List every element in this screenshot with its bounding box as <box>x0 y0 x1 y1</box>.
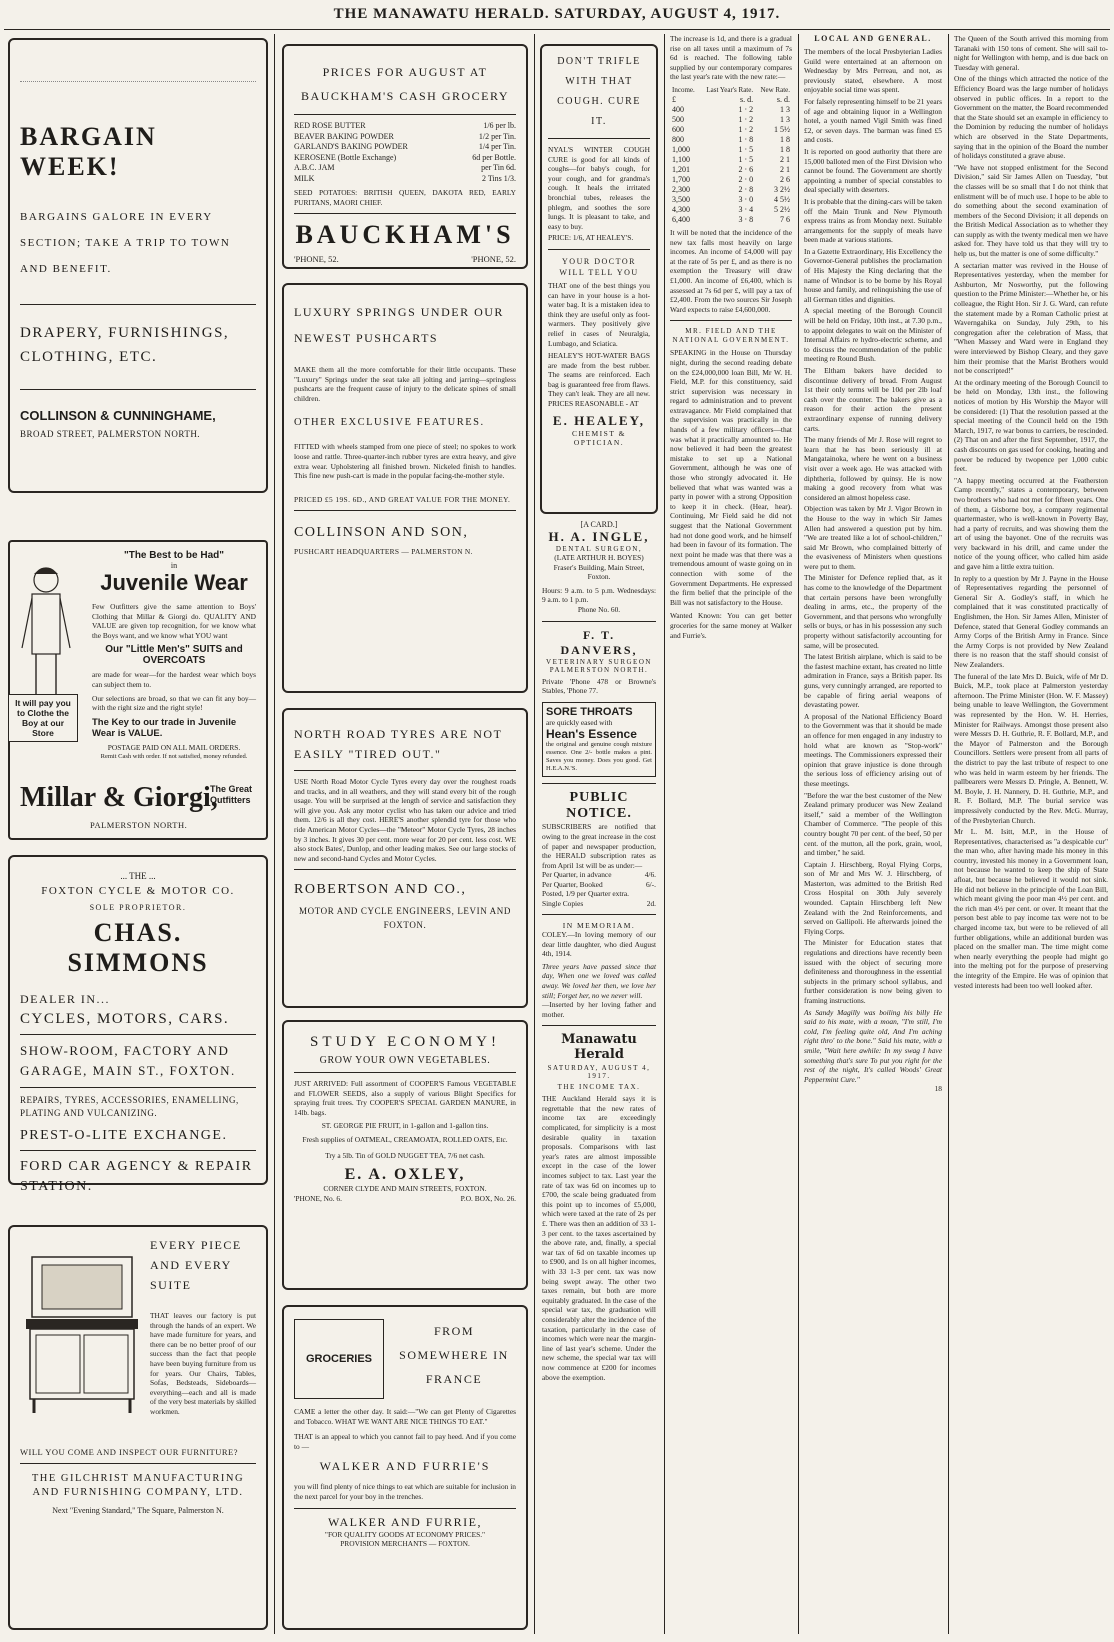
local-item: The Minister for Education states that regulations and directions have recently been issued with the object of securing more definiteness and thoroughness in the essential subjects in the primary school syllabus, and further consideration is now being given to framing instructions. <box>804 938 942 1005</box>
table-cell: 2,300 <box>672 184 690 194</box>
table-cell: 4 5½ <box>774 194 790 204</box>
column-four <box>670 34 792 640</box>
local-item: In a Gazette Extraordinary, His Excellency the Governor-General publishes the proclamation of His Majesty the King declaring that the name of Windsor is to be borne by his Royal house and family, and relinquishing the use of all German titles and dignities. <box>804 246 942 304</box>
card-label: [A CARD.] <box>580 520 618 529</box>
table-cell: 1 · 2 <box>738 114 754 124</box>
card-town: PALMERSTON NORTH. <box>549 665 649 674</box>
local-item: A proposal of the National Efficiency Board to the Government was that it should be made an offence for men engaged in any industry to hold what are known as "Stop-work" meetings. The Commissioners expressed their opinion that grave injustice is done through the serious loss of efficiency arising out of these meetings. <box>804 711 942 788</box>
news-item: The Queen of the South arrived this morning from Taranaki with 150 tons of cement. She will sail to-night for Wellington with hemp, and is due back on Tuesday with general. <box>954 34 1108 72</box>
table-cell: 3,500 <box>672 194 690 204</box>
ad-juvenile-wear <box>8 540 268 840</box>
ad-pre: ... THE ... <box>120 871 156 881</box>
local-item: "Before the war the best customer of the New Zealand primary producer was New Zealand itself," said a member of the Wellington Chamber of Commerce. "The people of this country bought 70 per cent. of the beef, 50 per cent. of the mutton, all the pork, grain, wool, and timber," he said. <box>804 790 942 858</box>
table-cell: 2 6 <box>780 174 790 184</box>
table-cell: 1 · 5 <box>738 154 754 164</box>
ad-body: BARGAINS GALORE IN EVERY SECTION; TAKE A TRIP TO TOWN AND BENEFIT. <box>20 211 231 275</box>
ad-goods: DRAPERY, FURNISHINGS, CLOTHING, ETC. <box>20 325 230 365</box>
ad-firm: ROBERTSON AND CO., <box>294 882 467 898</box>
ad-address: Next "Evening Standard," The Square, Palmerston N. <box>52 1505 224 1515</box>
editorial-head: THE INCOME TAX. <box>557 1083 641 1092</box>
table-cell: 2 1 <box>780 154 790 164</box>
ad-name: FOXTON CYCLE & MOTOR CO. <box>41 885 235 897</box>
memoriam-sign: —Inserted by her loving father and mother. <box>542 1000 656 1019</box>
ad-doctor: YOUR DOCTOR WILL TELL YOU <box>559 256 639 277</box>
local-item: It is probable that the dining-cars will be taken off the Main Trunk and New Plymouth express trains as from Monday next. Suitable arrangements for the supply of meals have been made at various stations. <box>804 196 942 245</box>
ad-title: BARGAIN WEEK! <box>20 122 157 181</box>
editorial-body2: The increase is 1d, and there is a gradual rise on all taxes until a maximum of 7s 6d is reached. The following table supplied by our contemporary compares the last year's rate with the new rate:— <box>670 34 792 82</box>
wanted-known: Wanted Known: You can get better groceries for the same money at Walker and Furrie's. <box>670 611 792 640</box>
ad-bargain-week <box>8 38 268 493</box>
table-cell: 4,300 <box>672 204 690 214</box>
local-item: The latest British airplane, which is said to be the fastest machine extant, has created no little admiration in France, says a British paper. Its guns, very cunningly arranged, are reported to be capable of firing aerial weapons of devastating power. <box>804 652 942 710</box>
field-head: MR. FIELD AND THE NATIONAL GOVERNMENT. <box>672 327 790 345</box>
local-item: The Minister for Defence replied that, as it has come to the knowledge of the Department that certain persons have been wrongfully dealing in arms, etc., the property of the Government, and that persons who wrongfully sells or buys, or has in his possession any such property without satisfactorily accounting for same, will be prosecuted. <box>804 573 942 650</box>
ad-in: in <box>170 561 178 570</box>
ad-tea: Try a 5lb. Tin of GOLD NUGGET TEA, 7/6 net cash. <box>325 1150 485 1160</box>
ad-body3: you will find plenty of nice things to eat which are suitable for inclusion in the next parcel for your boy in the trenches. <box>294 1482 516 1501</box>
price-item-price: 1/4 per Tin. <box>478 142 516 151</box>
ad-healey-cough <box>540 44 658 514</box>
table-cell: 5 2½ <box>774 204 790 214</box>
news-item: "We have not stopped enlistment for the Second Division," said Sir James Allen on Tuesday, "but the classes will be so small that I do not think that enlistment will be of much use. I hope to be able to do something about the second examination of members of the Second Division; it all depends on the British Medical Association as to whether they can supply as with the twenty medical men we have asked for. They have told us that they will try to help us, but the matter is one of some difficulty." <box>954 162 1108 259</box>
ad-body: MAKE them all the more comfortable for their little occupants. These "Luxury" Springs under the seat take all jolting and jarring—springless pushcarts are the frequent cause of injury to the delicate spines of small children. <box>294 365 516 403</box>
card-title: VETERINARY SURGEON <box>546 657 652 666</box>
price-item-name: RED ROSE BUTTER <box>294 121 366 130</box>
table-cell: s. d. <box>740 94 754 104</box>
ad-sole: SOLE PROPRIETOR. <box>89 903 187 912</box>
ad-title: NORTH ROAD TYRES ARE NOT EASILY "TIRED OUT." <box>294 727 503 761</box>
ad-study-economy <box>282 1020 528 1290</box>
ad-firm: Millar & Giorgi, <box>20 782 218 813</box>
column-rule <box>534 34 535 1634</box>
price-item-price: 1/6 per lb. <box>483 121 516 130</box>
local-number: 18 <box>934 1084 942 1094</box>
table-cell: 3 · 4 <box>738 204 754 214</box>
local-item: Captain J. Hirschberg, Royal Flying Corps, son of Mr and Mrs W. J. Hirschberg, of Masterton, was admitted to the British Red Cross Hospital on 30th July severely wounded. Captain Hirschberg left New Zealand with the 2nd Reinforcements, and served on Gallipoli. He afterwards joined the Flying Corps. <box>804 859 942 936</box>
ad-price: PRICED £5 19S. 6D., AND GREAT VALUE FOR THE MONEY. <box>294 494 511 504</box>
ad-firm: COLLINSON & CUNNINGHAME, <box>20 408 216 423</box>
ad-town: PALMERSTON NORTH. <box>90 820 188 830</box>
table-cell: s. d. <box>776 94 790 104</box>
ad-body2: THAT one of the best things you can have in your house is a hot-water bag. It is a mistaken idea to think they are useful only as foot-warmers. They positively give relief in cases of Neuralgia, Lumbago, and Sciatica. <box>548 280 650 348</box>
price-item-name: GARLAND'S BAKING POWDER <box>294 142 408 151</box>
ad-remit: Remit Cash with order. If not satisfied, money refunded. <box>100 753 248 761</box>
ad-features: OTHER EXCLUSIVE FEATURES. <box>294 417 485 429</box>
ad-body2: FITTED with wheels stamped from one piece of steel; no spokes to work loose and rattle. Three-quarter-inch rubber tyres are extra heavy, and give extra wear. Upholstering all finished brown. Nickeled finish to handles. This fine new push-cart is made in the popular facing-the-mother style. <box>294 442 516 481</box>
table-cell: 1,000 <box>672 144 690 154</box>
ad-hean-essence <box>542 702 656 778</box>
table-cell: 1,201 <box>672 164 690 174</box>
ad-name: Hean's Essence <box>546 727 637 742</box>
ad-invite: WILL YOU COME AND INSPECT OUR FURNITURE? <box>20 1446 239 1457</box>
price-item-name: KEROSENE (Bottle Exchange) <box>294 152 397 162</box>
price-item-price: 6d per Bottle. <box>472 152 516 162</box>
table-cell: 1 8 <box>780 144 790 154</box>
table-cell: 3 2½ <box>774 184 790 194</box>
table-header-row <box>670 85 792 95</box>
ad-hq: PUSHCART HEADQUARTERS — PALMERSTON N. <box>294 547 473 557</box>
ad-sub: PROVISION MERCHANTS — FOXTON. <box>340 1539 470 1549</box>
ad-firm: THE GILCHRIST MANUFACTURING AND FURNISHING COMPANY, LTD. <box>31 1472 245 1498</box>
ad-owner: CHAS. SIMMONS <box>67 918 209 977</box>
ad-walker-furrie <box>282 1305 528 1630</box>
table-row <box>670 105 792 115</box>
ad-body3: HEALEY'S HOT-WATER BAGS are made from the best rubber. The seams are reinforced. Each bag is guaranteed free from flaws. They can't leak. They are all new. PRICES REASONABLE - AT <box>548 351 650 409</box>
card-title: DENTAL SURGEON, <box>555 545 643 553</box>
ad-body: JUST ARRIVED: Full assortment of COOPER'S Famous VEGETABLE and FLOWER SEEDS, also a supply of various Blight Specifics for spraying fruit trees. Try COOPER'S SPECIAL GARDEN MANURE, in 14lb. bags. <box>294 1079 516 1117</box>
ad-body: CAME a letter the other day. It said:—"We can get Plenty of Cigarettes and Tobacco. WHAT WE WANT ARE NICE THINGS TO EAT." <box>294 1407 516 1426</box>
price-item-price: per Tin 6d. <box>481 163 516 172</box>
news-item: In reply to a question by Mr J. Payne in the House of Representatives regarding the personnel of General Sir A. Godley's staff, in which he complained that it was constituted practically of Englishmen, the Hon. Sir James Allen, Minister of Defence, stated that General Godley commands an Army Corps of the British Army in France. Since the Army Corps is not provided by New Zealand there is no reason that the staff should consist of New Zealanders. <box>954 573 1108 669</box>
ad-firm2: WALKER AND FURRIE, <box>327 1514 482 1529</box>
table-cell: 1,100 <box>672 154 690 164</box>
ad-firm: BAUCKHAM'S <box>295 220 515 250</box>
ad-title: PRICES FOR AUGUST AT BAUCKHAM'S CASH GROCERY <box>300 65 510 103</box>
ad-firm: E. HEALEY, <box>552 412 646 428</box>
table-cell: 3 · 8 <box>738 214 754 224</box>
ad-title: LUXURY SPRINGS UNDER OUR NEWEST PUSHCARTS <box>294 305 504 345</box>
ad-tag: "The Best to be Had" <box>123 550 225 561</box>
ad-sub: are quickly eased with <box>546 717 613 727</box>
ad-logo: GROCERIES <box>294 1319 384 1399</box>
table-cell: 7 6 <box>780 214 790 224</box>
table-cell: 3 · 0 <box>738 194 754 204</box>
table-row <box>670 185 792 195</box>
table-cell: 1 3 <box>780 114 790 124</box>
card-hours: Hours: 9 a.m. to 5 p.m. Wednesdays: 9 a.m. to 1 p.m. <box>542 585 656 605</box>
ad-firm: WALKER AND FURRIE'S <box>319 1459 491 1474</box>
ad-bauckham-grocery <box>282 44 528 269</box>
column-six <box>954 34 1108 990</box>
rate-label: Per Quarter, in advance <box>542 870 612 880</box>
rate-price: 2d. <box>646 898 656 908</box>
local-item: Objection was taken by Mr J. Vigor Brown in the House to the way in which Sir James Allen had answered a question put by him. "We are treated like a lot of school-children," said Mr Brown, who complained bitterly of the evasiveness of Ministers when questions were put to them. <box>804 504 942 571</box>
rate-row <box>542 899 656 908</box>
table-row <box>670 195 792 205</box>
price-row <box>294 142 516 153</box>
local-item: The many friends of Mr J. Rose will regret to learn that he has been seriously ill at Mangatainoka, where he went on a business visit over a week ago. He was attacked with diphtheria, followed by quinsy. He is now making a good recovery from what was considered an almost hopeless case. <box>804 435 942 502</box>
ad-sub: Our "Little Men's" SUITS and OVERCOATS <box>105 644 243 667</box>
ad-slogan: "FOR QUALITY GOODS AT ECONOMY PRICES." <box>324 1529 486 1539</box>
news-item: Mr L. M. Isitt, M.P., in the House of Representatives, characterised as "a despicable cur" the man who, after having made his money in this country, invested his money in a Government loan, not because he wanted to keep the ship of State afloat, but because he believed it would not sink. He did not believe in the principle of the Loan Bill, which meant giving the poor man 4½ per cent. and the rich man 4½ per cent. or over. It meant that the person best able to pay income tax were not to be charged income tax, but were to be relieved of all further obligations, while an additional burden was placed on the smaller man. The time might come when nearly everything the people had might go into the melting pot for the purpose of preserving the integrity of the Empire. He was of opinion that vested interests had been too well looked after. <box>954 827 1108 990</box>
table-cell: 500 <box>672 114 684 124</box>
price-item-price: 1/2 per Tin. <box>478 131 516 141</box>
memoriam-title: IN MEMORIAM. <box>562 920 636 930</box>
table-row <box>670 125 792 135</box>
ad-lines: CYCLES, MOTORS, CARS. <box>20 1011 230 1027</box>
editorial-body: THE Auckland Herald says it is regrettable that the new rates of income tax are exceedingly complicated, for simplicity is a most desirable quality in taxation proposals. Comparisons with last year's rates are almost impossible except in the case of the lower incomes subject to tax. Last year the rate of tax was 6d on incomes up to £700, the scale being graduated from this point up to incomes of £5,000, which were taxed at the rate of 2s per £. There was then an addition of 33 1-3 per cent. to the taxes ascertained by the above rate, and, finally, a special war tax of 6d on taxable incomes up to £900, and 1s on all higher incomes, with 33 1-3 per cent. tax was now being swept away. The other two taxes remain, but both are more equitably graduated. In the case of the special war tax, the graduation will considerably alter the incidence of the taxation, particularly in the case of incomes which were near the margin-line of last year's scheme. Under the new scheme, the special war tax will now commence at £200 for incomes above the exemption. <box>542 1094 656 1382</box>
editorial-date: SATURDAY, AUGUST 4, 1917. <box>547 1064 651 1081</box>
memoriam-verse: Three years have passed since that day, When one we loved was called away. We loved her then, we love her still; Forget her, no we never will. <box>542 961 656 1000</box>
table-cell: 2 · 6 <box>738 164 754 174</box>
local-item: A special meeting of the Borough Council will be held on Friday, 10th inst., at 7.30 p.m., to appoint delegates to wait on the Minister of Internal Affairs re hydro-electric scheme, and to discuss the recommendation of the public meeting re Round Bush. <box>804 306 942 364</box>
table-row <box>670 215 792 225</box>
table-cell: 1 3 <box>780 104 790 114</box>
column-three-cards <box>540 520 658 1382</box>
news-item: At the ordinary meeting of the Borough Council to be held on Monday, 13th inst., the following notices of motion by His Worship the Mayor will be considered: (1) That the resolution passed at the special meeting of the Council held on the 19th March, 1917, re war bonus to carriers, be rescinded. (2) That on and after the first September, 1917, the cash discounts on gas used for cooking, heating and power be reduced by twopence per 1,000 cubic feet. <box>954 377 1108 474</box>
ad-po: P.O. BOX, No. 26. <box>460 1193 516 1203</box>
ad-sub2: are made for wear—for the hardest wear which boys can subject them to. <box>92 670 256 689</box>
ad-body: NYAL'S WINTER COUGH CURE is good for all kinds of coughs—for baby's cough, for your cough, and for grandma's cough. It heals the irritated bronchial tubes, releases the phlegm, and soothes the sore lungs. It is pleasant to take, and easy to buy. <box>548 145 650 231</box>
table-cell: 2 · 8 <box>738 184 754 194</box>
ad-address: BROAD STREET, PALMERSTON NORTH. <box>20 429 201 439</box>
ad-north-road-tyres <box>282 708 528 1008</box>
ad-phone: 'PHONE, No. 6. <box>294 1193 342 1203</box>
price-row <box>294 132 516 143</box>
ad-ford: FORD CAR AGENCY & REPAIR STATION. <box>20 1159 253 1194</box>
local-verse: As Sandy Magilly was boiling his billy He said to his mate, with a moan, "I'm still, I'm cold, I'm feeling quite old, And I'm aching right thro' to the bone." Said his mate, with a smile, "Wait here awhile: In my swag I have something that's sure To put you right for the rest of the night, It's called Woods' Great Peppermint Cure." <box>804 1007 942 1084</box>
ad-sub: GROW YOUR OWN VEGETABLES. <box>319 1055 491 1066</box>
field-body: SPEAKING in the House on Thursday night, during the second reading debate on the £24,000,000 loan Bill, Mr W. H. Field, M.P. for this constituency, said strict supervision was necessary in regard to administration and to prevent extravagance. Mr Field complained that the supervision was practically in the hands of a few military officers—that was what it practically amounted to. He now believed it had been the greatest mistake to set up a National Government, although he was one of those who strongly advocated it. He believed that what was wanted was a party in power with a strong Opposition to keep it in check. (Hear, hear). Continuing, Mr Field said he did not suggest that the National Government had not done good work, and he himself had been in favour of its formation. The next point he made was that there was a tremendous amount of waste going on in connection with some of the Government Departments. He expressed the firm belief that the principle of the Bill was not satisfactory to the House. <box>670 348 792 607</box>
ad-body2: ST. GEORGE PIE FRUIT, in 1-gallon and 1-gallon tins. <box>321 1121 489 1131</box>
table-header-cell: New Rate. <box>760 85 790 94</box>
ad-dealer: DEALER IN... <box>20 992 110 1006</box>
table-cell: 1 5½ <box>774 124 790 134</box>
price-item-price: 2 Tins 1/3. <box>481 173 516 183</box>
ad-head: SORE THROATS <box>546 705 633 718</box>
notice-rates <box>542 870 656 908</box>
notice-title: PUBLIC NOTICE. <box>566 790 632 822</box>
ad-phone-left: 'PHONE, 52. <box>294 254 339 265</box>
ad-firm: E. A. OXLEY, <box>344 1166 466 1184</box>
price-row <box>294 163 516 174</box>
rate-label: Per Quarter, Booked <box>542 879 603 889</box>
paper-nameplate: Manawatu Herald <box>561 1032 637 1063</box>
table-row <box>670 95 792 105</box>
ad-body2: Our selections are broad, so that we can fit any boy—with the right size and the right style! <box>92 693 256 713</box>
ad-showroom: SHOW-ROOM, FACTORY AND GARAGE, MAIN ST., FOXTON. <box>20 1043 236 1078</box>
rate-price: 6/-. <box>645 879 656 889</box>
price-list <box>294 121 516 184</box>
table-row <box>670 205 792 215</box>
ad-repairs: REPAIRS, TYRES, ACCESSORIES, ENAMELLING, PLATING AND VULCANIZING. <box>20 1095 239 1118</box>
column-rule <box>948 34 949 1634</box>
table-cell: 400 <box>672 104 684 114</box>
table-cell: 2 · 0 <box>738 174 754 184</box>
ad-sub: MOTOR AND CYCLE ENGINEERS, LEVIN AND FOXTON. <box>299 906 511 931</box>
news-item: A sectarian matter was revived in the House of Representatives yesterday, when the member for Ashburton, Mr Nosworthy, put the following question to the Prime Minister:—Whether he, or his colleague, the Right Hon. Sir J. G. Ward, can refute the statement made by a Roman Catholic priest at Waverngahika on Sunday, July 29th, to his congregation after the celebration of Mass, that "When Massey and Ward were in England they were interviewed by Bishop Cleary, and they gave him their promise that the Marist Brothers would not be conscripted!" <box>954 260 1108 376</box>
ad-seed: SEED POTATOES: BRITISH QUEEN, DAKOTA RED, EARLY PURITANS, MAORI CHIEF. <box>294 188 516 207</box>
table-row <box>670 155 792 165</box>
table-cell: 1 · 2 <box>738 104 754 114</box>
ad-foxton-cycle <box>8 855 268 1194</box>
table-row <box>670 115 792 125</box>
price-row <box>294 174 516 185</box>
rate-row <box>542 889 656 898</box>
rate-row <box>542 880 656 889</box>
ad-luxury-springs <box>282 283 528 693</box>
card-phone: Phone No. 60. <box>577 604 621 614</box>
table-cell: 600 <box>672 124 684 134</box>
table-cell: £ <box>672 94 676 104</box>
table-row <box>670 135 792 145</box>
table-cell: 800 <box>672 134 684 144</box>
local-item: The members of the local Presbyterian Ladies Guild were entertained at an afternoon on Wednesday by Mrs Perreau, and not, as previously stated, elsewhere. A most enjoyable social time was spent. <box>804 47 942 95</box>
ad-body: the original and genuine cough mixture essence. One 2/- bottle makes a pint. Saves you money. Does you good. Get H.E.A.N.'S. <box>546 741 652 773</box>
table-cell: 2 1 <box>780 164 790 174</box>
table-cell: 1,700 <box>672 174 690 184</box>
table-row <box>670 165 792 175</box>
income-tax-table <box>670 85 792 225</box>
ad-sub: CHEMIST & OPTICIAN. <box>572 428 626 447</box>
column-rule <box>664 34 665 1634</box>
price-item-name: BEAVER BAKING POWDER <box>294 131 394 141</box>
ad-postage: POSTAGE PAID ON ALL MAIL ORDERS. <box>107 742 241 752</box>
table-cell: 1 · 2 <box>738 124 754 134</box>
table-cell: 1 · 5 <box>738 144 754 154</box>
notice-body: SUBSCRIBERS are notified that owing to the great increase in the cost of paper and newspaper production, the HERALD subscription rates as from April 1st will be as under:— <box>542 822 656 870</box>
sideboard-illustration <box>22 1247 142 1417</box>
column-five <box>804 34 942 1094</box>
price-item-name: MILK <box>294 173 315 183</box>
editorial-body3: It will be noted that the incidence of the new tax falls most heavily on large incomes. An income of £4,000 will pay at the rate of 5s per £, and as there is no exemption the Treasury will draw £1,000. An income of £6,400, which is assessed at 7s 6d per £, will pay a tax of £2,400. From the two sources Sir Joseph Ward expects to raise £4,600,000. <box>670 227 792 314</box>
column-rule <box>798 34 799 1634</box>
masthead: THE MANAWATU HERALD. SATURDAY, AUGUST 4, 1917. <box>333 6 781 22</box>
ad-address: CORNER CLYDE AND MAIN STREETS, FOXTON. <box>323 1184 487 1194</box>
masthead-rule <box>4 29 1110 30</box>
table-row <box>670 145 792 155</box>
ad-title: DON'T TRIFLE WITH THAT COUGH. CURE IT. <box>557 56 641 127</box>
ad-body3: Fresh supplies of OATMEAL, CREAMOATA, ROLLED OATS, Etc. <box>302 1134 508 1144</box>
ad-title: EVERY PIECE AND EVERY SUITE <box>150 1238 242 1292</box>
local-item: For falsely representing himself to be 21 years of age and obtaining liquor in a Wellington hotel, a youth named Vigil Smith was fined £2, or seven days. The barman was fined £5 and costs. <box>804 96 942 145</box>
ad-firm: COLLINSON AND SON, <box>294 525 469 541</box>
ad-body: USE North Road Motor Cycle Tyres every day over the roughest roads and tracks, and in all weathers, and they will stand every bit of the rough usage. You will be surprised at the length of service and satisfaction they will give you. Ask any motor cyclist who has taken our advice and tried them. 12/6 is all they cost. HERE'S another splendid tyre for those who ride American Motor Cycles—the "Meteor" Motor Cycle Tyres, 28 inches by 3 inches. It gives 30 per cent. more wear for 20 per cent. less cost. WE also stock Bates', Dunlop, and other leading makes. See our large stocks of new and second-hand Cycles and Motor Cycles. <box>294 777 516 863</box>
rate-row <box>542 870 656 879</box>
card-addr: Fraser's Building, Main Street, Foxton. <box>553 562 645 582</box>
ad-prest: PREST-O-LITE EXCHANGE. <box>20 1128 228 1143</box>
price-row <box>294 153 516 164</box>
ad-gilchrist-furniture <box>8 1225 268 1630</box>
ad-body2: THAT is an appeal to which you cannot fail to pay heed. And if you come to — <box>294 1432 516 1451</box>
memoriam-body: COLEY.—In loving memory of our dear little daughter, who died August 4th, 1914. <box>542 929 656 959</box>
news-item: "A happy meeting occurred at the Featherston Camp recently," states a contemporary, between two brothers who had not met for fifteen years. One of them, a Gisborne boy, a company regimental quartermaster, who is well-known in Poverty Bay, had a party of recruits, and was showing them the art of using the bayonet. One of the recruits was very backward in his drill, and came under the notice of the young officer, who called him aside and gave him a little extra tuition. <box>954 475 1108 572</box>
news-item: One of the things which attracted the notice of the Efficiency Board was the large number of holidays observed in public offices. In a report to the Government on the matter, the Board recommended that the State should set an example in efficiency to the Dominion by reducing the number of holidays which are observed in the State Departments, saying that in the opinion of the Board the number of holidays constituted a grave abuse. <box>954 74 1108 161</box>
table-cell: 1 8 <box>780 134 790 144</box>
card-name: H. A. INGLE, <box>548 529 650 544</box>
ad-title: Juvenile Wear <box>100 570 248 595</box>
table-cell: 1 · 8 <box>738 134 754 144</box>
ad-header-decoration <box>20 48 256 82</box>
table-header-cell: Income. <box>672 85 695 94</box>
ad-phone-right: 'PHONE, 52. <box>471 254 516 265</box>
ad-body: Few Outfitters give the same attention to Boys' Clothing that Millar & Giorgi do. QUALITY AND VALUE are given top recognition, for we know what the Boys want, and we know what YOU want <box>92 602 256 640</box>
table-cell: 6,400 <box>672 214 690 224</box>
card-name: F. T. DANVERS, <box>560 627 638 657</box>
ad-title: STUDY ECONOMY! <box>309 1034 501 1050</box>
local-item: The Eltham bakers have decided to discontinue delivery of bread. From August 1st their only terms will be 10d per 2lb loaf cash over the counter. The bakers give as a reason for their action the present extraordinary expense of running delivery carts. <box>804 366 942 433</box>
card-phone: Private 'Phone 478 or Browne's Stables, 'Phone 77. <box>542 676 656 696</box>
rate-label: Posted, 1/9 per Quarter extra. <box>542 889 630 899</box>
news-item: The funeral of the late Mrs D. Buick, wife of Mr D. Buick, M.P., took place at Palmerston yesterday afternoon. The Prime Minister (Hon. W. F. Massey) being unable to leave Wellington, the Government was represented by the Hon. W. H. Herries, Minister for Railways. Amongst those present also were Messrs D. H. Guthrie, R. F. Bollard, M.P., and the Mayor of Palmerston and the Borough Councillors. Settlers were present from all parts of the district to pay the last tribute of respect to one who was held in warm esteem by her friends. The pallbearers were Messrs D. Pringle, A. Bennett, W. M. Boyle, J. H. Nannery, D. H. Guthrie, M.P., and R. F. Bollard, M.P. The burial service was impressively conducted by the Rev. McG. Murray, of the Presbyterian Church. <box>954 671 1108 825</box>
ad-side-callout: It will pay you to Clothe the Boy at our Store <box>8 694 78 742</box>
ad-body: THAT leaves our factory is put through the hands of an expert. We have made furniture for years, and there can be no better proof of our success than the fact that people have been buying furniture from us for years. Our Chairs, Tables, Sofas, Bedsteads, Sideboards—everything—each and all is made of the very best materials by skilled workmen. <box>150 1311 256 1416</box>
rate-label: Single Copies <box>542 898 584 908</box>
column-rule <box>274 34 275 1634</box>
local-head: LOCAL AND GENERAL. <box>814 34 932 43</box>
price-item-name: A.B.C. JAM <box>294 163 335 172</box>
ad-outfitters: The Great Outfitters <box>210 784 253 805</box>
ad-key: The Key to our trade in Juvenile Wear is VALUE. <box>92 716 237 739</box>
local-item: It is reported on good authority that there are 15,000 balloted men of the First Division who cannot be found. The Government are shortly appointing a number of special constables to deal specially with deserters. <box>804 146 942 195</box>
table-row <box>670 175 792 185</box>
card-late: (LATE ARTHUR H. BOYES) <box>554 553 644 562</box>
ad-title: FROM SOMEWHERE IN FRANCE <box>399 1324 509 1386</box>
table-header-cell: Last Year's Rate. <box>706 85 754 94</box>
price-row <box>294 121 516 132</box>
rate-price: 4/6. <box>644 870 656 880</box>
ad-price: PRICE: 1/6, AT HEALEY'S. <box>548 233 634 243</box>
